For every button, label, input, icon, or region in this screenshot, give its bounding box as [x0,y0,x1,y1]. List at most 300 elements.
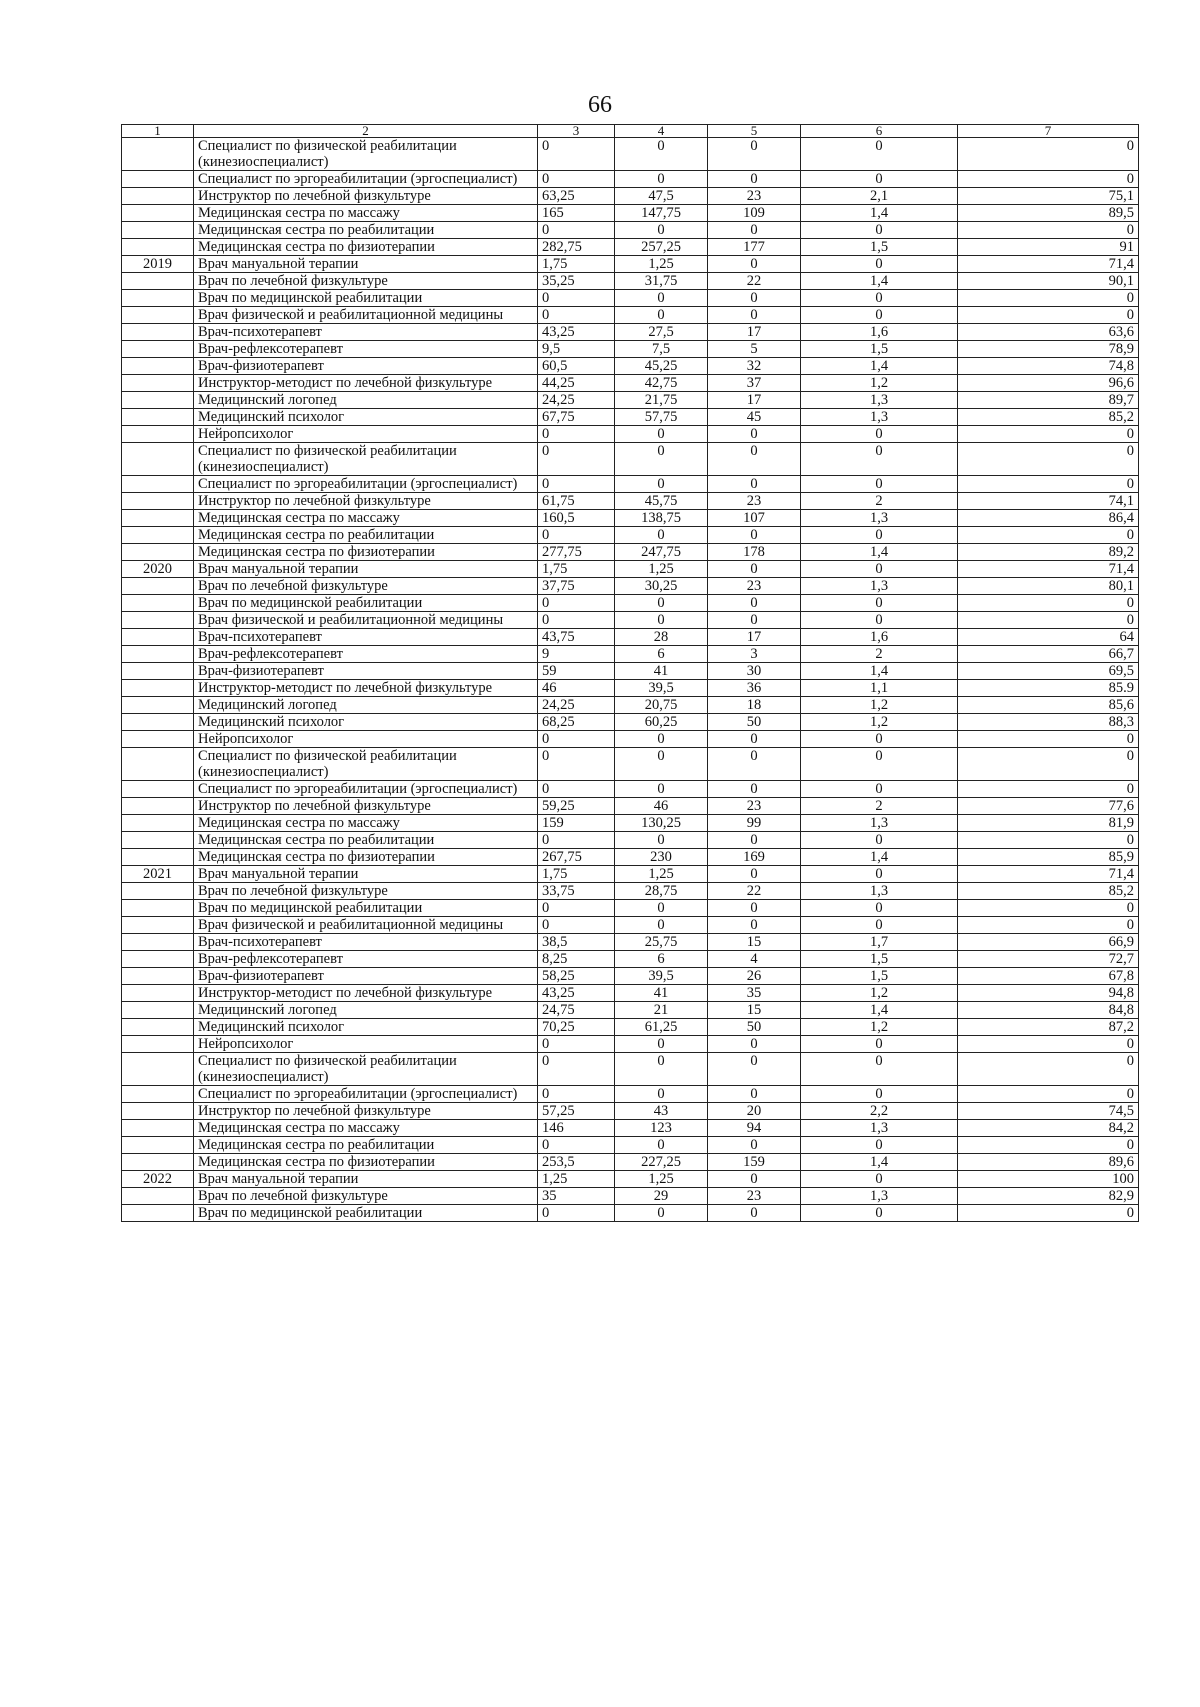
value-cell-c3: 0 [538,476,615,493]
value-cell-c6: 0 [801,612,958,629]
value-cell-c6: 0 [801,1086,958,1103]
value-cell-c6: 1,7 [801,934,958,951]
value-cell-c3: 43,25 [538,324,615,341]
value-cell-c5: 23 [708,798,801,815]
value-cell-c5: 36 [708,680,801,697]
year-cell [122,1053,194,1086]
position-name-cell: Врач мануальной терапии [194,561,538,578]
year-cell [122,748,194,781]
year-cell [122,409,194,426]
position-name-cell: Нейропсихолог [194,426,538,443]
position-name-cell: Специалист по эргореабилитации (эргоспециалист) [194,781,538,798]
position-name-cell: Медицинская сестра по физиотерапии [194,239,538,256]
year-cell [122,1188,194,1205]
year-cell [122,239,194,256]
year-cell [122,476,194,493]
year-cell [122,222,194,239]
value-cell-c3: 146 [538,1120,615,1137]
table-row [122,1188,1139,1205]
value-cell-c7: 71,4 [958,561,1139,578]
table-row [122,392,1139,409]
value-cell-c5: 0 [708,290,801,307]
value-cell-c7: 0 [958,1053,1139,1086]
value-cell-c4: 45,25 [615,358,708,375]
table-row [122,409,1139,426]
position-name-cell: Врач по медицинской реабилитации [194,1205,538,1222]
year-cell [122,392,194,409]
position-name-cell: Врач физической и реабилитационной медицины [194,612,538,629]
value-cell-c5: 50 [708,1019,801,1036]
year-cell [122,324,194,341]
table-row [122,358,1139,375]
position-name-cell: Врач физической и реабилитационной медицины [194,917,538,934]
table-row [122,781,1139,798]
year-cell [122,629,194,646]
table-body [122,138,1139,1222]
position-name-cell: Врач-физиотерапевт [194,358,538,375]
table-row [122,426,1139,443]
table-row [122,324,1139,341]
value-cell-c5: 15 [708,1002,801,1019]
value-cell-c5: 0 [708,781,801,798]
position-name-cell: Врач по лечебной физкультуре [194,273,538,290]
table-row [122,697,1139,714]
value-cell-c6: 2 [801,493,958,510]
table-row [122,1019,1139,1036]
table-row [122,934,1139,951]
value-cell-c7: 85,6 [958,697,1139,714]
table-row [122,307,1139,324]
value-cell-c7: 0 [958,290,1139,307]
value-cell-c6: 1,5 [801,951,958,968]
value-cell-c6: 0 [801,832,958,849]
position-name-cell: Инструктор по лечебной физкультуре [194,188,538,205]
value-cell-c7: 85,2 [958,409,1139,426]
value-cell-c7: 69,5 [958,663,1139,680]
value-cell-c3: 282,75 [538,239,615,256]
position-name-cell: Медицинская сестра по массажу [194,205,538,222]
value-cell-c4: 30,25 [615,578,708,595]
value-cell-c7: 90,1 [958,273,1139,290]
column-header: 7 [958,125,1139,138]
value-cell-c4: 0 [615,1205,708,1222]
table-row [122,951,1139,968]
value-cell-c5: 159 [708,1154,801,1171]
value-cell-c5: 0 [708,900,801,917]
value-cell-c7: 74,5 [958,1103,1139,1120]
value-cell-c6: 1,2 [801,714,958,731]
value-cell-c4: 61,25 [615,1019,708,1036]
value-cell-c5: 0 [708,748,801,781]
value-cell-c3: 33,75 [538,883,615,900]
value-cell-c6: 0 [801,1205,958,1222]
table-row [122,138,1139,171]
value-cell-c5: 0 [708,443,801,476]
value-cell-c5: 0 [708,1137,801,1154]
position-name-cell: Специалист по физической реабилитации (кинезиоспециалист) [194,443,538,476]
value-cell-c3: 0 [538,1036,615,1053]
value-cell-c4: 0 [615,290,708,307]
value-cell-c3: 57,25 [538,1103,615,1120]
value-cell-c5: 23 [708,493,801,510]
value-cell-c4: 0 [615,1086,708,1103]
year-cell: 2019 [122,256,194,273]
table-row [122,561,1139,578]
value-cell-c6: 1,4 [801,663,958,680]
table-row [122,595,1139,612]
value-cell-c5: 0 [708,1171,801,1188]
value-cell-c4: 0 [615,443,708,476]
value-cell-c3: 35,25 [538,273,615,290]
table-row [122,188,1139,205]
value-cell-c4: 0 [615,307,708,324]
year-cell [122,934,194,951]
position-name-cell: Инструктор по лечебной физкультуре [194,493,538,510]
year-cell [122,985,194,1002]
value-cell-c7: 84,2 [958,1120,1139,1137]
value-cell-c7: 67,8 [958,968,1139,985]
value-cell-c3: 70,25 [538,1019,615,1036]
value-cell-c6: 0 [801,171,958,188]
value-cell-c4: 0 [615,731,708,748]
position-name-cell: Специалист по эргореабилитации (эргоспециалист) [194,171,538,188]
table-row [122,239,1139,256]
table-row [122,443,1139,476]
column-header: 6 [801,125,958,138]
value-cell-c5: 0 [708,426,801,443]
value-cell-c3: 35 [538,1188,615,1205]
value-cell-c4: 28,75 [615,883,708,900]
value-cell-c7: 0 [958,527,1139,544]
value-cell-c3: 0 [538,748,615,781]
value-cell-c4: 42,75 [615,375,708,392]
table-row [122,663,1139,680]
value-cell-c5: 50 [708,714,801,731]
value-cell-c3: 37,75 [538,578,615,595]
value-cell-c4: 130,25 [615,815,708,832]
year-cell [122,798,194,815]
position-name-cell: Медицинская сестра по реабилитации [194,527,538,544]
value-cell-c6: 0 [801,443,958,476]
position-name-cell: Инструктор-методист по лечебной физкультуре [194,375,538,392]
value-cell-c7: 74,8 [958,358,1139,375]
year-cell [122,493,194,510]
value-cell-c5: 17 [708,324,801,341]
position-name-cell: Медицинский психолог [194,1019,538,1036]
value-cell-c5: 177 [708,239,801,256]
value-cell-c7: 77,6 [958,798,1139,815]
value-cell-c7: 0 [958,1036,1139,1053]
value-cell-c6: 1,4 [801,1154,958,1171]
value-cell-c7: 66,9 [958,934,1139,951]
value-cell-c3: 38,5 [538,934,615,951]
value-cell-c6: 1,4 [801,205,958,222]
value-cell-c4: 0 [615,595,708,612]
value-cell-c6: 0 [801,256,958,273]
year-cell [122,273,194,290]
value-cell-c6: 0 [801,1171,958,1188]
value-cell-c3: 44,25 [538,375,615,392]
table-row [122,968,1139,985]
value-cell-c7: 94,8 [958,985,1139,1002]
value-cell-c5: 0 [708,917,801,934]
value-cell-c5: 22 [708,883,801,900]
year-cell [122,1002,194,1019]
value-cell-c3: 0 [538,1086,615,1103]
value-cell-c3: 9 [538,646,615,663]
value-cell-c3: 24,75 [538,1002,615,1019]
value-cell-c6: 2,1 [801,188,958,205]
position-name-cell: Инструктор-методист по лечебной физкультуре [194,985,538,1002]
value-cell-c6: 2,2 [801,1103,958,1120]
value-cell-c3: 68,25 [538,714,615,731]
value-cell-c7: 0 [958,222,1139,239]
year-cell [122,205,194,222]
value-cell-c3: 24,25 [538,392,615,409]
value-cell-c6: 2 [801,646,958,663]
value-cell-c6: 0 [801,426,958,443]
value-cell-c7: 0 [958,731,1139,748]
value-cell-c3: 1,25 [538,1171,615,1188]
position-name-cell: Медицинская сестра по физиотерапии [194,1154,538,1171]
value-cell-c4: 43 [615,1103,708,1120]
position-name-cell: Врач-психотерапевт [194,934,538,951]
value-cell-c4: 257,25 [615,239,708,256]
table-row [122,1086,1139,1103]
value-cell-c6: 0 [801,290,958,307]
value-cell-c7: 84,8 [958,1002,1139,1019]
value-cell-c4: 29 [615,1188,708,1205]
value-cell-c5: 99 [708,815,801,832]
value-cell-c7: 0 [958,171,1139,188]
value-cell-c4: 0 [615,138,708,171]
position-name-cell: Врач мануальной терапии [194,256,538,273]
position-name-cell: Инструктор по лечебной физкультуре [194,1103,538,1120]
year-cell [122,171,194,188]
value-cell-c4: 41 [615,985,708,1002]
value-cell-c6: 1,4 [801,273,958,290]
value-cell-c7: 72,7 [958,951,1139,968]
year-cell [122,1120,194,1137]
year-cell [122,290,194,307]
value-cell-c7: 86,4 [958,510,1139,527]
value-cell-c4: 20,75 [615,697,708,714]
position-name-cell: Медицинский психолог [194,714,538,731]
value-cell-c4: 60,25 [615,714,708,731]
position-name-cell: Инструктор-методист по лечебной физкультуре [194,680,538,697]
year-cell [122,544,194,561]
table-row [122,1205,1139,1222]
value-cell-c3: 67,75 [538,409,615,426]
table-row [122,832,1139,849]
value-cell-c6: 0 [801,917,958,934]
value-cell-c5: 22 [708,273,801,290]
year-cell [122,375,194,392]
value-cell-c7: 0 [958,832,1139,849]
value-cell-c3: 59 [538,663,615,680]
year-cell [122,849,194,866]
value-cell-c5: 23 [708,188,801,205]
value-cell-c3: 46 [538,680,615,697]
table-row [122,1002,1139,1019]
year-cell [122,832,194,849]
position-name-cell: Медицинский психолог [194,409,538,426]
value-cell-c4: 28 [615,629,708,646]
value-cell-c4: 27,5 [615,324,708,341]
value-cell-c4: 0 [615,1053,708,1086]
value-cell-c4: 138,75 [615,510,708,527]
value-cell-c5: 26 [708,968,801,985]
value-cell-c5: 17 [708,629,801,646]
year-cell [122,426,194,443]
value-cell-c3: 0 [538,900,615,917]
year-cell [122,900,194,917]
value-cell-c3: 43,25 [538,985,615,1002]
value-cell-c5: 178 [708,544,801,561]
table-row [122,629,1139,646]
table-row [122,731,1139,748]
table-row [122,510,1139,527]
year-cell: 2022 [122,1171,194,1188]
value-cell-c4: 31,75 [615,273,708,290]
value-cell-c4: 47,5 [615,188,708,205]
value-cell-c4: 57,75 [615,409,708,426]
value-cell-c7: 89,2 [958,544,1139,561]
position-name-cell: Медицинская сестра по массажу [194,1120,538,1137]
header-row [122,125,1139,138]
table-row [122,273,1139,290]
year-cell [122,815,194,832]
value-cell-c5: 0 [708,1205,801,1222]
value-cell-c6: 0 [801,731,958,748]
value-cell-c5: 169 [708,849,801,866]
value-cell-c3: 8,25 [538,951,615,968]
value-cell-c7: 81,9 [958,815,1139,832]
value-cell-c5: 0 [708,307,801,324]
value-cell-c7: 0 [958,476,1139,493]
value-cell-c6: 1,2 [801,375,958,392]
table-row [122,256,1139,273]
value-cell-c7: 85,9 [958,849,1139,866]
table-row [122,646,1139,663]
value-cell-c5: 20 [708,1103,801,1120]
position-name-cell: Врач по лечебной физкультуре [194,1188,538,1205]
value-cell-c7: 82,9 [958,1188,1139,1205]
column-header: 5 [708,125,801,138]
table-row [122,714,1139,731]
value-cell-c5: 0 [708,476,801,493]
value-cell-c7: 100 [958,1171,1139,1188]
value-cell-c6: 1,6 [801,324,958,341]
value-cell-c3: 267,75 [538,849,615,866]
value-cell-c7: 80,1 [958,578,1139,595]
table-row [122,341,1139,358]
year-cell [122,527,194,544]
value-cell-c6: 0 [801,1137,958,1154]
value-cell-c5: 0 [708,527,801,544]
table-row [122,527,1139,544]
value-cell-c7: 78,9 [958,341,1139,358]
year-cell [122,510,194,527]
year-cell [122,731,194,748]
value-cell-c3: 0 [538,917,615,934]
value-cell-c6: 1,3 [801,578,958,595]
value-cell-c3: 1,75 [538,256,615,273]
year-cell [122,663,194,680]
year-cell [122,1036,194,1053]
position-name-cell: Врач по медицинской реабилитации [194,900,538,917]
year-cell [122,188,194,205]
value-cell-c5: 0 [708,138,801,171]
value-cell-c3: 0 [538,171,615,188]
value-cell-c5: 107 [708,510,801,527]
value-cell-c4: 227,25 [615,1154,708,1171]
table-row [122,985,1139,1002]
value-cell-c5: 0 [708,256,801,273]
value-cell-c7: 0 [958,1137,1139,1154]
value-cell-c4: 0 [615,917,708,934]
value-cell-c5: 45 [708,409,801,426]
position-name-cell: Специалист по физической реабилитации (кинезиоспециалист) [194,748,538,781]
position-name-cell: Медицинская сестра по массажу [194,510,538,527]
value-cell-c6: 1,4 [801,849,958,866]
value-cell-c3: 0 [538,426,615,443]
year-cell [122,341,194,358]
value-cell-c5: 109 [708,205,801,222]
value-cell-c5: 0 [708,561,801,578]
value-cell-c3: 0 [538,781,615,798]
value-cell-c6: 0 [801,781,958,798]
value-cell-c5: 18 [708,697,801,714]
position-name-cell: Медицинский логопед [194,392,538,409]
value-cell-c7: 63,6 [958,324,1139,341]
value-cell-c7: 0 [958,307,1139,324]
position-name-cell: Врач-психотерапевт [194,324,538,341]
value-cell-c7: 91 [958,239,1139,256]
value-cell-c3: 0 [538,612,615,629]
position-name-cell: Медицинский логопед [194,1002,538,1019]
value-cell-c3: 59,25 [538,798,615,815]
value-cell-c6: 0 [801,222,958,239]
value-cell-c7: 0 [958,443,1139,476]
value-cell-c6: 1,3 [801,510,958,527]
value-cell-c4: 21,75 [615,392,708,409]
position-name-cell: Нейропсихолог [194,731,538,748]
value-cell-c3: 165 [538,205,615,222]
table-row [122,680,1139,697]
value-cell-c4: 1,25 [615,561,708,578]
column-header: 2 [194,125,538,138]
staffing-table [121,124,1139,1222]
year-cell [122,1154,194,1171]
year-cell [122,443,194,476]
value-cell-c4: 0 [615,1137,708,1154]
position-name-cell: Врач-физиотерапевт [194,968,538,985]
position-name-cell: Врач по лечебной физкультуре [194,578,538,595]
table-row [122,1171,1139,1188]
value-cell-c7: 64 [958,629,1139,646]
value-cell-c6: 1,4 [801,1002,958,1019]
value-cell-c3: 0 [538,1137,615,1154]
value-cell-c3: 0 [538,1205,615,1222]
value-cell-c4: 39,5 [615,968,708,985]
year-cell [122,595,194,612]
value-cell-c6: 1,3 [801,1188,958,1205]
value-cell-c7: 0 [958,1086,1139,1103]
value-cell-c6: 0 [801,527,958,544]
value-cell-c7: 71,4 [958,256,1139,273]
value-cell-c4: 1,25 [615,866,708,883]
